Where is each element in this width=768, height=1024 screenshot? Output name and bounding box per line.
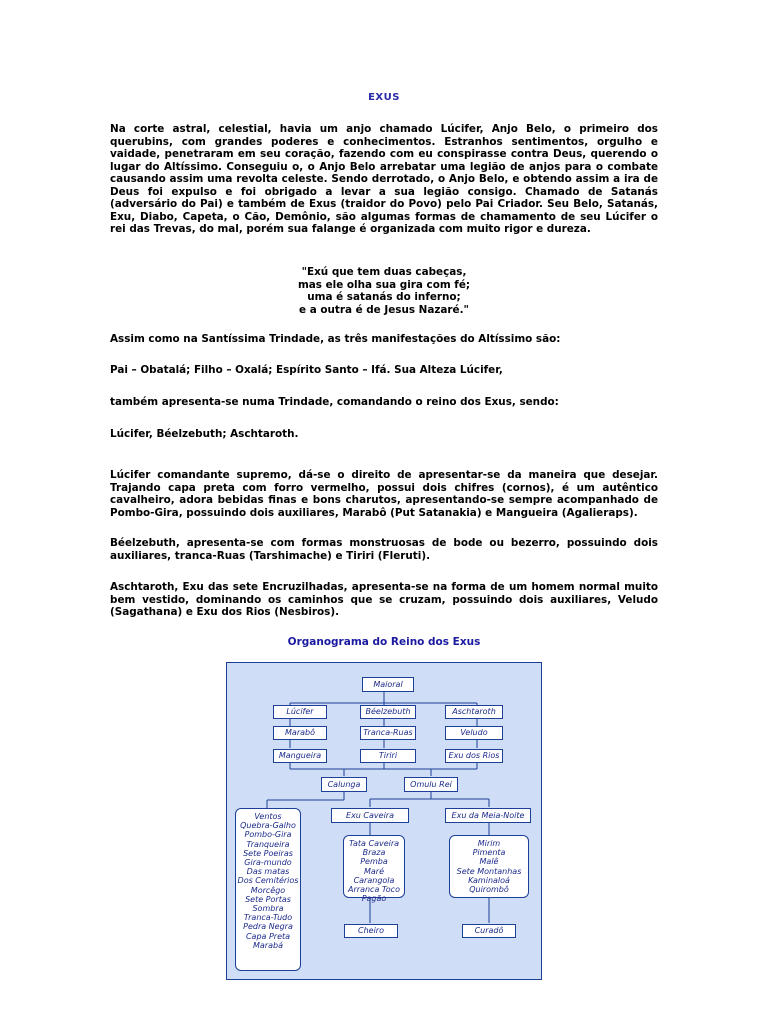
paragraph-trinity: Assim como na Santíssima Trindade, as três manifestações do Altíssimo são: <box>110 333 561 345</box>
org-list-item: Sete Portas <box>245 894 291 904</box>
org-list-item: Mirim <box>477 839 501 848</box>
org-list-item: Kaminaloá <box>468 875 510 885</box>
verse-line: e a outra é de Jesus Nazaré." <box>299 303 469 316</box>
org-node-beelzebuth: Béelzebuth <box>360 705 416 719</box>
org-list-item: Gira-mundo <box>244 858 292 868</box>
org-list-item: Marabá <box>253 940 283 950</box>
org-chart-title: Organograma do Reino dos Exus <box>287 636 481 648</box>
org-node-curado: Curadô <box>462 924 516 938</box>
org-node-caveira-list <box>343 835 405 904</box>
verse-line: uma é satanás do inferno; <box>307 291 461 303</box>
org-node-veludo: Veludo <box>445 726 503 740</box>
org-list-item: Pimenta <box>472 848 506 858</box>
org-list-item: Braza <box>362 848 386 858</box>
org-list-item: Tranca-Tudo <box>243 913 293 923</box>
org-node-mangueira: Mangueira <box>273 749 327 763</box>
org-node-aschtaroth: Aschtaroth <box>445 705 503 719</box>
paragraph-aschtaroth: Aschtaroth, Exu das sete Encruzilhadas, apresenta-se na forma de um homem normal muito bem vestido, dominando os caminhos que se cruzam, possuindo dois auxiliares, Veludo (Sagathana) e Exu dos Rios (Nesbiros). <box>110 581 658 618</box>
org-list-item: Carangola <box>353 875 395 885</box>
org-node-cheiro: Cheiro <box>344 924 398 938</box>
org-list-item: Tranqueira <box>246 839 290 849</box>
org-node-tranca-ruas: Tranca-Ruas <box>360 726 416 740</box>
org-list-item: Sombra <box>252 904 284 914</box>
org-node-omulu-rei: Omulu Rei <box>404 777 458 792</box>
org-list-item: Maré <box>363 866 384 876</box>
org-list-item: Pemba <box>360 857 388 867</box>
org-node-lucifer: Lúcifer <box>273 705 327 719</box>
org-list-item: Pedra Negra <box>243 922 293 932</box>
org-list-item: Quirombô <box>469 885 509 895</box>
org-list-item: Sete Montanhas <box>456 866 522 876</box>
org-list-item: Sete Poeiras <box>243 848 293 858</box>
org-node-marabo: Marabô <box>273 726 327 740</box>
org-node-exu-dos-rios: Exu dos Rios <box>445 749 503 763</box>
org-list-item: Arranca Toco <box>348 885 400 895</box>
paragraph-lucifer: Lúcifer comandante supremo, dá-se o direito de apresentar-se da maneira que desejar. Trajando capa preta com forro vermelho, possui dois chifres (cornos), é um autêntico cavalheiro, adora bebidas finas e bons charutos, apresentando-se sempre acompanhado de Pombo-Gira, possuindo dois auxiliares, Marabô (Put Satanakia) e Mangueira (Agalieraps). <box>110 469 658 519</box>
org-list-item: Quebra-Galho <box>240 821 296 831</box>
verse <box>110 266 658 316</box>
org-list-item: Malê <box>479 857 499 867</box>
org-list-item: Ventos <box>254 812 282 821</box>
org-node-tiriri: Tiriri <box>360 749 416 763</box>
verse-line: mas ele olha sua gira com fé; <box>297 278 471 291</box>
org-list-item: Capa Preta <box>245 931 291 941</box>
paragraph-pai: Pai – Obatalá; Filho – Oxalá; Espírito Santo – Ifá. Sua Alteza Lúcifer, <box>110 364 503 376</box>
org-node-maioral: Maioral <box>362 677 414 692</box>
org-list-item: Dos Cemitérios <box>237 876 299 886</box>
paragraph-trindade-list: Lúcifer, Béelzebuth; Aschtaroth. <box>110 428 299 440</box>
paragraph-reino: também apresenta-se numa Trindade, comandando o reino dos Exus, sendo: <box>110 396 559 408</box>
paragraph-intro: Na corte astral, celestial, havia um anjo chamado Lúcifer, Anjo Belo, o primeiro dos querubins, com grandes poderes e conhecimentos. Estranhos sentimentos, orgulho e vaidade, penetraram em seu coração, fazendo com eu conspirasse contra Deus, querendo o lugar do Altíssimo. Conseguiu o, o Anjo Belo arrebatar uma legião de anjos para o combate causando assim uma revolta celeste. Sendo derrotado, o Anjo Belo, e obtendo assim a ira de Deus foi expulso e foi obrigado a levar a sua legião consigo. Chamado de Satanás (adversário do Pai) e também de Exus (traidor do Povo) pelo Pai Criador. Seu Belo, Satanás, Exu, Diabo, Capeta, o Cão, Demônio, são algumas formas de chamamento de seu Lúcifer o rei das Trevas, do mal, porém sua falange é organizada com muito rigor e dureza. <box>110 123 658 235</box>
org-node-exu-meia-noite: Exu da Meia-Noite <box>445 808 531 823</box>
org-list-item: Pombo-Gira <box>244 830 292 840</box>
org-list-item: Tata Caveira <box>348 839 400 848</box>
org-list-item: Das matas <box>246 867 290 877</box>
org-list-item: Pagão <box>361 894 387 904</box>
org-list-item: Morcêgo <box>250 885 286 895</box>
org-node-meia-noite-list <box>449 835 529 898</box>
verse-line: "Exú que tem duas cabeças, <box>301 266 467 278</box>
paragraph-beelzebuth: Béelzebuth, apresenta-se com formas monstruosas de bode ou bezerro, possuindo dois auxiliares, tranca-Ruas (Tarshimache) e Tiriri (Fleruti). <box>110 537 658 562</box>
document-title: EXUS <box>368 92 400 103</box>
org-chart <box>226 662 542 980</box>
org-node-left-list <box>235 808 301 971</box>
org-node-exu-caveira: Exu Caveira <box>331 808 409 823</box>
org-node-calunga: Calunga <box>321 777 367 792</box>
